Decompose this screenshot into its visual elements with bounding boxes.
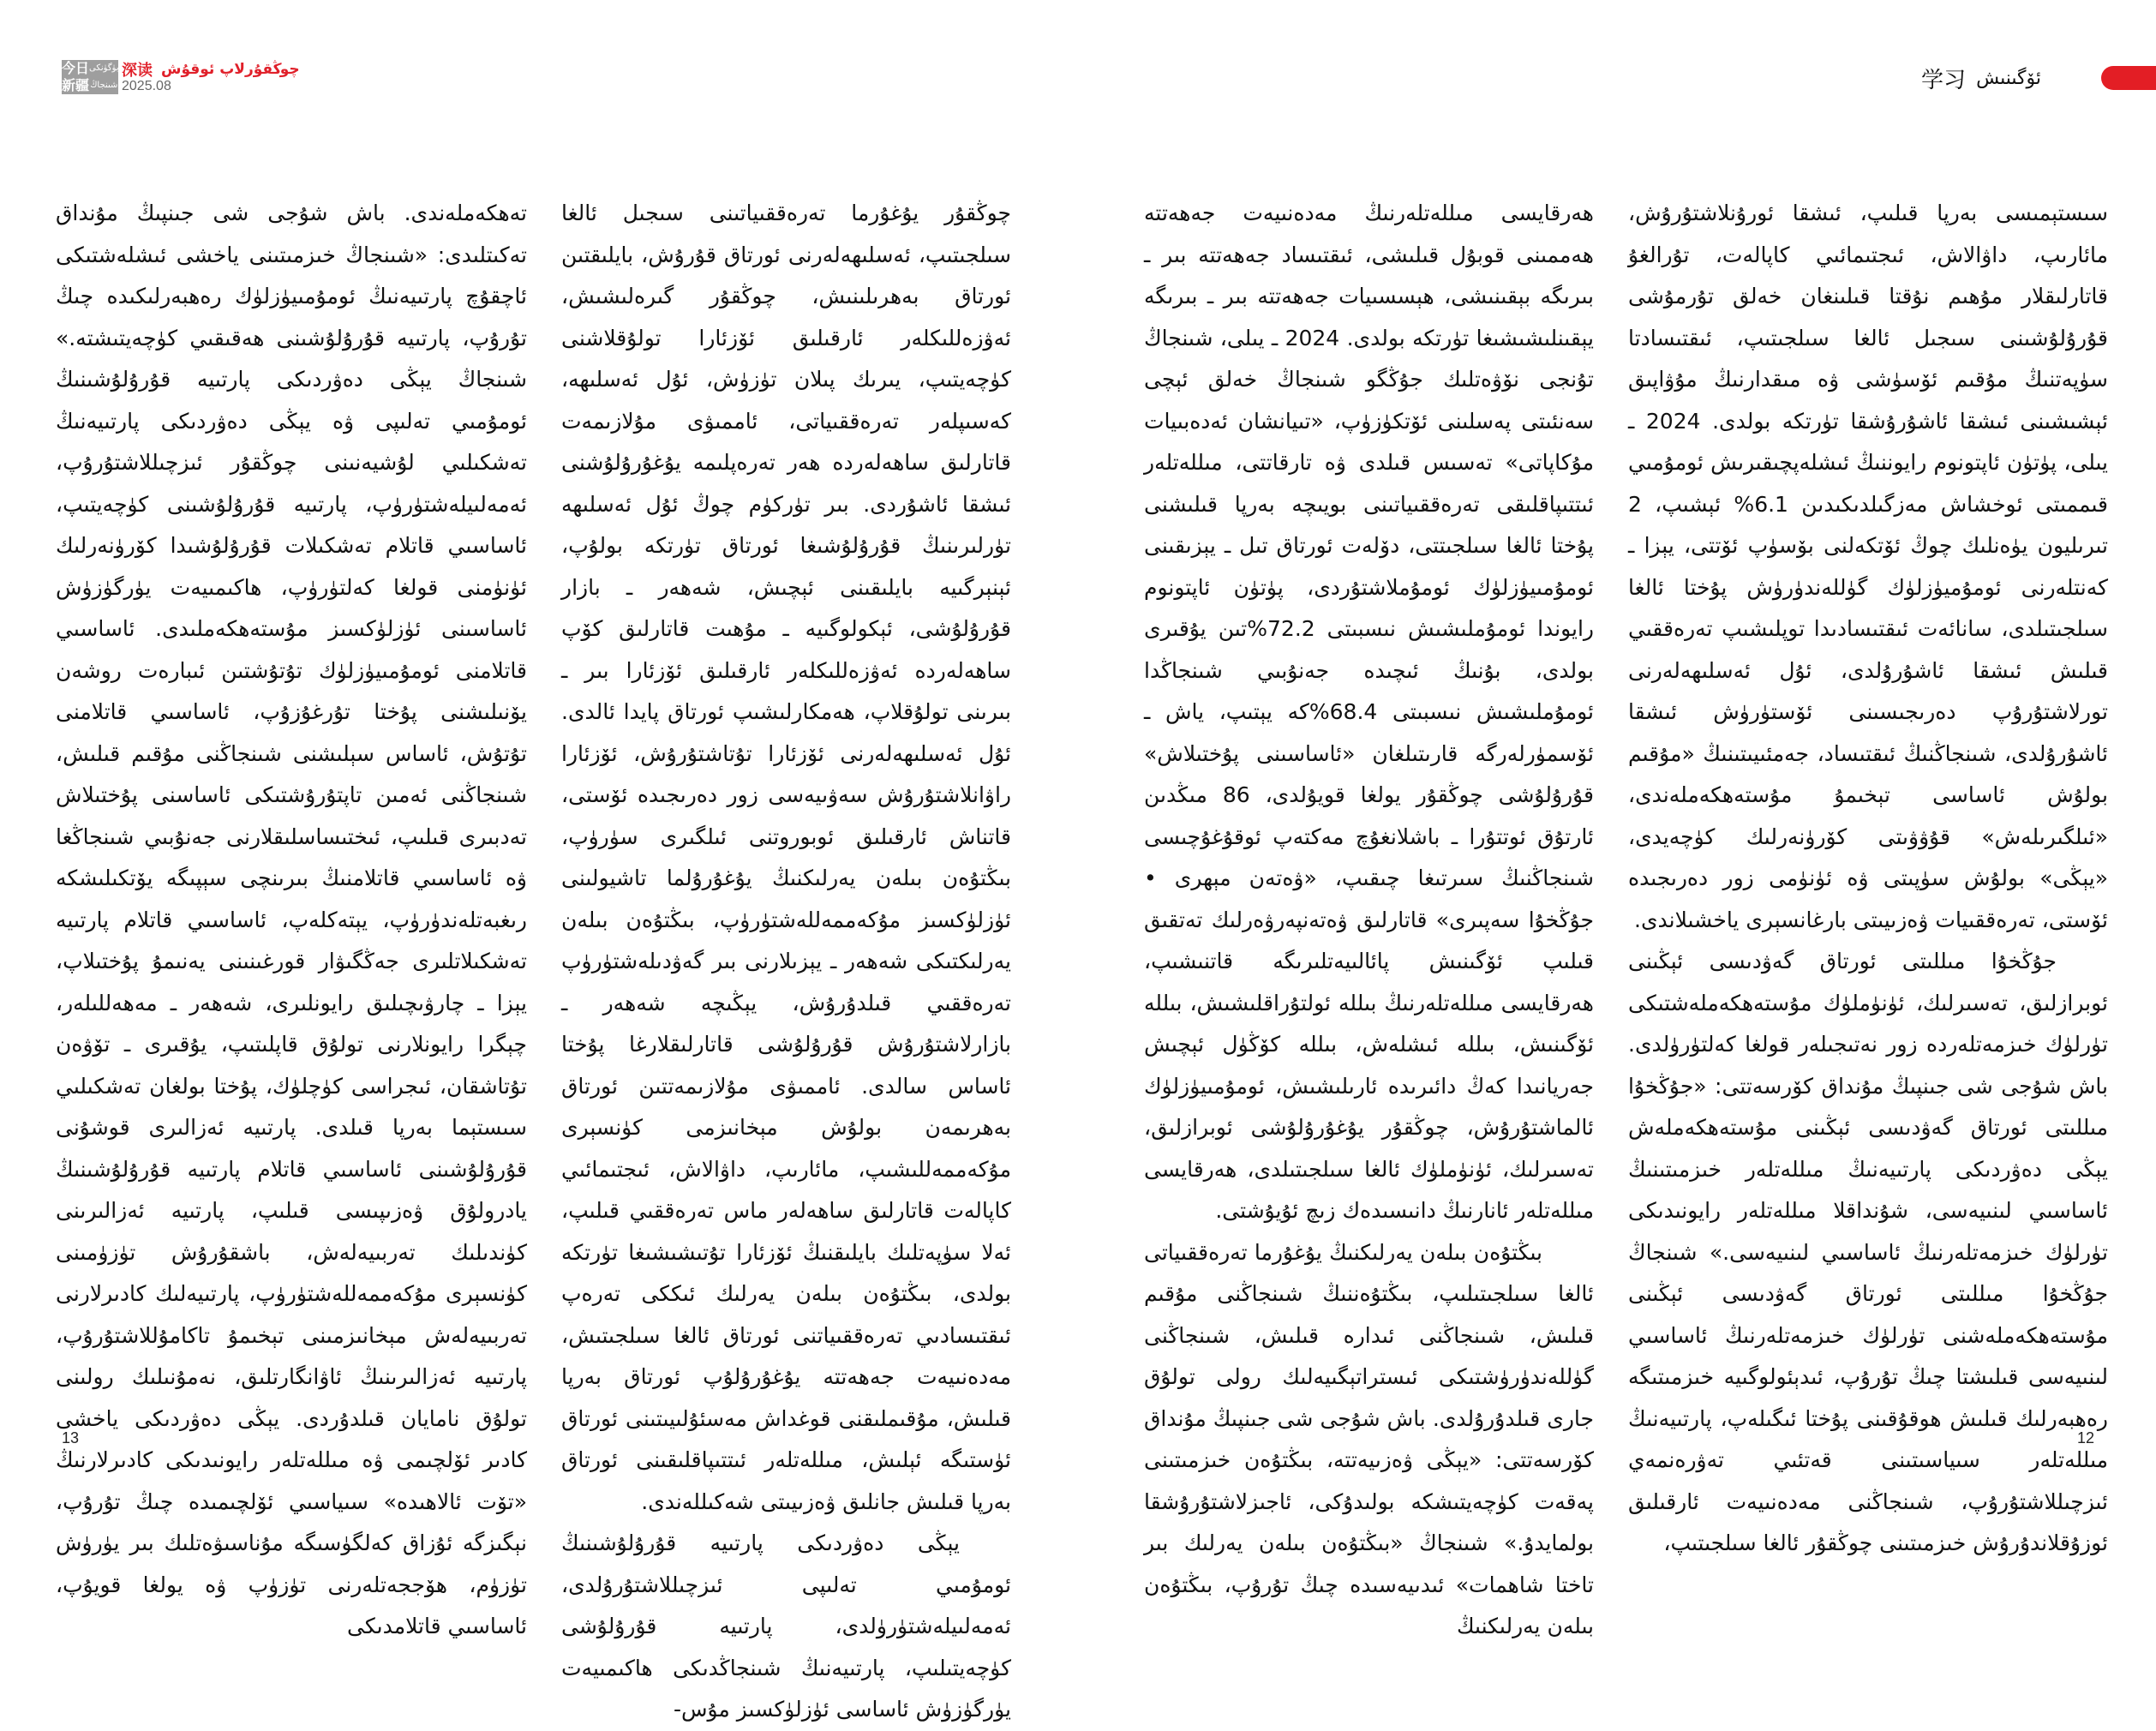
paragraph: جۇڭخۇا مىللىتى ئورتاق گەۋدىسى ئېڭىنى ئوبرازلىق، تەسىرلىك، ئۈنۈملۈك مۇستەھكەملەشتىكى تۈرلۈك خىزمەتلەردە زور نەتىجىلەر قولغا كەلتۈرۈلدى. باش شۇجى شى جىنپىڭ مۇنداق كۆرسەتتى: «جۇڭخۇا مىللىتى ئورتاق گەۋدىسى ئېڭىنى مۇستەھكەملەش يېڭى دەۋردىكى پارتىيەنىڭ مىللەتلەر خىزمىتىنىڭ ئاساسىي لىنىيەسى، شۇنداقلا مىللەتلەر رايونىدىكى تۈرلۈك خىزمەتلەرنىڭ ئاساسىي لىنىيەسى.» شىنجاڭ جۇڭخۇا مىللىتى ئورتاق گەۋدىسى ئېڭىنى مۇستەھكەملەشنى تۈرلۈك خىزمەتلەرنىڭ ئاساسىي لىنىيەسى قىلىشتا چىڭ تۇرۇپ، ئىدېئولوگىيە خىزمىتىگە رەھبەرلىك قىلىش ھوقۇقىنى پۇختا ئىگىلەپ، پارتىيەنىڭ مىللەتلەر سىياسىتىنى قەتئىي تەۋرەنمەي ئىزچىللاشتۇرۇپ، شىنجاڭنى مەدەنىيەت ئارقىلىق ئوزۇقلاندۇرۇش خىزمىتىنى چوڭقۇر ئالغا سىلجىتىپ، bbox=[1628, 949, 2108, 1555]
column-title-ug: چوڭقۇرلاپ ئوقۇش bbox=[161, 61, 300, 78]
issue-date: 2025.08 bbox=[122, 79, 171, 93]
logo-cn-bottom: 新疆 bbox=[62, 77, 90, 93]
paragraph: يېڭى دەۋردىكى پارتىيە قۇرۇلۇشىنىڭ ئومۇمىي تەلىپى ئىزچىللاشتۇرۇلدى، ئەمەلىيلەشتۈرۈلدى، پارتىيە قۇرۇلۇشى كۈچەيتىلىپ، پارتىيەنىڭ شىنجاڭدىكى ھاكىمىيەت يۈرگۈزۈش ئاساسى ئۈزلۈكسىز مۇس- bbox=[561, 1530, 1011, 1722]
section-header bbox=[1921, 63, 2156, 93]
article-column-3 bbox=[561, 193, 1011, 1722]
magazine-header bbox=[62, 60, 300, 94]
paragraph: سىستېمىسى بەرپا قىلىپ، ئىشقا ئورۇنلاشتۇرۇش، مائارىپ، داۋالاش، ئىجتىمائىي كاپالەت، تۇرالغۇ قاتارلىقلار مۇھىم نۇقتا قىلىنغان خەلق تۇرمۇشى قۇرۇلۇشىنى سىجىل ئالغا سىلجىتىپ، ئىقتىسادتا سۈپەتنىڭ مۇقىم ئۆسۈشى ۋە مىقدارنىڭ مۇۋاپىق ئېشىشىنى ئىشقا ئاشۇرۇشقا تۈرتكە بولدى. 2024 ـ يىلى، پۈتۈن ئاپتونوم رايوننىڭ ئىشلەپچىقىرىش ئومۇمىي قىممىتى ئوخشاش مەزگىلدىكىدىن 6.1% ئېشىپ، 2 تىرىليون يۈەنلىك چوڭ ئۆتكەلنى بۆسۈپ ئۆتتى، يېزا ـ كەنتلەرنى ئومۇميۈزلۈك گۈللەندۈرۈش پۇختا ئالغا سىلجىتىلدى، سانائەت ئىقتىسادىدا توپلىشىپ تەرەققىي قىلىش ئىشقا ئاشۇرۇلدى، ئۇل ئەسلىھەلەرنى تورلاشتۇرۇپ دەرىجىسىنى ئۆستۈرۈش ئىشقا ئاشۇرۇلدى، شىنجاڭنىڭ ئىقتىساد، جەمئىيىتىنىڭ «مۇقىم بولۇش ئاساسى تېخىمۇ مۇستەھكەملەندى، «ئىلگىرىلەش» قۇۋۋىتى كۆرۈنەرلىك كۈچەيدى، «يېڭى» بولۇش سۈپىتى ۋە ئۈنۈمى زور دەرىجىدە ئۆستى، تەرەققىيات ۋەزىيىتى بارغانسېرى ياخشىلاندى. bbox=[1628, 201, 2108, 932]
logo-ug-bottom: شىنجاڭ bbox=[90, 81, 118, 90]
paragraph: تەھكەملەندى. باش شۇجى شى جىنپىڭ مۇنداق تەكىتلىدى: «شىنجاڭ خىزمىتىنى ياخشى ئىشلەشتىكى ئاچقۇچ پارتىيەنىڭ ئومۇمىيۈزلۈك رەھبەرلىكىدە چىڭ تۇرۇپ، پارتىيە قۇرۇلۇشىنى ھەقىقىي كۈچەيتىشتە.» شىنجاڭ يېڭى دەۋردىكى پارتىيە قۇرۇلۇشىنىڭ ئومۇمىي تەلىپى ۋە يېڭى دەۋردىكى پارتىيەنىڭ تەشكىلىي لۇشيەنىنى چوڭقۇر ئىزچىللاشتۇرۇپ، ئەمەلىيلەشتۈرۈپ، پارتىيە قۇرۇلۇشىنى كۈچەيتىپ، ئاساسىي قاتلام تەشكىلات قۇرۇلۇشىدا كۆرۈنەرلىك ئۈنۈمنى قولغا كەلتۈرۈپ، ھاكىمىيەت يۈرگۈزۈش ئاساسىنى ئۈزلۈكسىز مۇستەھكەملىدى. ئاساسىي قاتلامنى ئومۇمىيۈزلۈك تۇتۇشتىن ئىبارەت روشەن يۆنىلىشنى پۇختا تۇرغۇزۇپ، ئاساسىي قاتلامنى تۇتۇش، ئاساس سېلىشنى شىنجاڭنى مۇقىم قىلىش، شىنجاڭنى ئەمىن تاپتۇرۇشتىكى ئاساسنى پۇختىلاش تەدبىرى قىلىپ، ئىختىساسلىقلارنى جەنۇبىي شىنجاڭغا ۋە ئاساسىي قاتلامنىڭ بىرىنچى سېپىگە يۆتكىلىشكە رىغبەتلەندۈرۈپ، يېتەكلەپ، ئاساسىي قاتلام پارتىيە تەشكىلاتلىرى جەڭگىۋار قورغىنىنى يەنىمۇ پۇختىلاپ، يېزا ـ چارۋىچىلىق رايونلىرى، شەھەر ـ مەھەللىلەر، چېگرا رايونلارنى تولۇق قاپلىتىپ، يۇقىرى ـ تۆۋەن تۇتاشقان، ئىجراسى كۈچلۈك، پۇختا بولغان تەشكىلىي سىستېما بەرپا قىلدى. پارتىيە ئەزالىرى قوشۇنى قۇرۇلۇشىنى ئاساسىي قاتلام پارتىيە قۇرۇلۇشىنىڭ يادرولۇق ۋەزىپىسى قىلىپ، پارتىيە ئەزالىرىنى كۈندىلىك تەربىيەلەش، باشقۇرۇش تۈزۈمىنى كۈنسېرى مۇكەممەللەشتۈرۈپ، پارتىيەلىك كادىرلارنى تەربىيەلەش مېخانىزمىنى تېخىمۇ تاكامۇللاشتۇرۇپ، پارتىيە ئەزالىرىنىڭ ئاۋانگارتلىق، نەمۇنىلىك رولىنى تولۇق نامايان قىلدۇردى. يېڭى دەۋردىكى ياخشى كادىر ئۆلچىمى ۋە مىللەتلەر رايونىدىكى كادىرلارنىڭ «تۆت ئالاھىدە» سىياسىي ئۆلچىمىدە چىڭ تۇرۇپ، نېگىزگە ئۇزاق كەلگۈسىگە مۇناسىۋەتلىك بىر يۈرۈش تۈزۈم، ھۆججەتلەرنى تۈزۈپ ۋە يولغا قويۇپ، ئاساسىي قاتلامدىكى bbox=[56, 201, 527, 1638]
section-title-ug: ئۆگىنىش bbox=[1976, 67, 2041, 89]
article-column-2 bbox=[1144, 193, 1594, 1638]
paragraph: بىڭتۇەن بىلەن يەرلىكنىڭ يۇغۇرما تەرەققىياتى ئالغا سىلجىتىلىپ، بىڭتۇەننىڭ شىنجاڭنى مۇقىم قىلىش، شىنجاڭنى ئىدارە قىلىش، شىنجاڭنى گۈللەندۈرۈشتىكى ئىستراتېگىيەلىك رولى تولۇق جارى قىلدۇرۇلدى. باش شۇجى شى جىنپىڭ مۇنداق كۆرسەتتى: «يېڭى ۋەزىيەتتە، بىڭتۇەن خىزمىتىنى پەقەت كۈچەيتىشكە بولىدۇكى، ئاجىزلاشتۇرۇشقا بولمايدۇ.» شىنجاڭ «بىڭتۇەن بىلەن يەرلىك بىر تاختا شاھمات» ئىدىيەسىدە چىڭ تۇرۇپ، بىڭتۇەن بىلەن يەرلىكنىڭ bbox=[1144, 1239, 1594, 1638]
logo-cn-top: 今日 bbox=[62, 60, 90, 76]
paragraph: چوڭقۇر يۇغۇرما تەرەققىياتىنى سىجىل ئالغا سىلجىتىپ، ئەسلىھەلەرنى ئورتاق قۇرۇش، بايلىقتىن ئورتاق بەھرىلىنىش، چوڭقۇر گىرەلىشىش، ئەۋزەللىكلەر ئارقىلىق ئۆزئارا تولۇقلاشنى كۈچەيتىپ، يىرىك پىلان تۈزۈش، ئۇل ئەسلىھە، كەسىپلەر تەرەققىياتى، ئاممىۋى مۇلازىمەت قاتارلىق ساھەلەردە ھەر تەرەپلىمە يۇغۇرۇلۇشنى ئىشقا ئاشۇردى. بىر تۈركۈم چوڭ ئۇل ئەسلىھە تۈرلىرىنىڭ قۇرۇلۇشىغا ئورتاق تۈرتكە بولۇپ، ئېنېرگىيە بايلىقىنى ئېچىش، شەھەر ـ بازار قۇرۇلۇشى، ئېكولوگىيە ـ مۇھىت قاتارلىق كۆپ ساھەلەردە ئەۋزەللىكلەر ئارقىلىق ئۆزئارا بىر ـ بىرىنى تولۇقلاپ، ھەمكارلىشىپ ئورتاق پايدا ئالدى. ئۇل ئەسلىھەلەرنى ئۆزئارا تۇتاشتۇرۇش، ئۆزئارا راۋانلاشتۇرۇش سەۋىيەسى زور دەرىجىدە ئۆستى، قاتناش ئارقىلىق ئوبوروتنى ئىلگىرى سۈرۈپ، بىڭتۇەن بىلەن يەرلىكنىڭ يۇغۇرۇلما تاشيولىنى ئۈزلۈكسىز مۇكەممەللەشتۈرۈپ، بىڭتۇەن بىلەن يەرلىكتىكى شەھەر ـ يېزىلارنى بىر گەۋدىلەشتۈرۈپ تەرەققىي قىلدۇرۇش، يېڭىچە شەھەر ـ بازارلاشتۇرۇش قۇرۇلۇشى قاتارلىقلارغا پۇختا ئاساس سالدى. ئاممىۋى مۇلازىمەتتىن ئورتاق بەھرىمەن بولۇش مېخانىزمى كۈنسېرى مۇكەممەللىشىپ، مائارىپ، داۋالاش، ئىجتىمائىي كاپالەت قاتارلىق ساھەلەر ماس تەرەققىي قىلىپ، ئەلا سۈپەتلىك بايلىقنىڭ ئۆزئارا تۇتىشىشىغا تۈرتكە بولدى، بىڭتۇەن بىلەن يەرلىك ئىككى تەرەپ ئىقتىسادىي تەرەققىياتنى ئورتاق ئالغا سىلجىتىش، مەدەنىيەت جەھەتتە يۇغۇرۇلۇپ ئورتاق بەرپا قىلىش، مۇقىملىقنى قوغداش مەسئۇلىيىتىنى ئورتاق ئۈستىگە ئېلىش، مىللەتلەر ئىتتىپاقلىقىنى ئورتاق بەرپا قىلىش جانلىق ۋەزىيىتى شەكىللەندى. bbox=[561, 201, 1011, 1514]
brand-block bbox=[122, 60, 300, 94]
column-title-cn: 深读 bbox=[122, 62, 153, 80]
page-number-left: 13 bbox=[62, 1429, 80, 1446]
logo-ug-top: بۈگۈنكى bbox=[89, 63, 119, 73]
section-tab-marker bbox=[2101, 66, 2156, 90]
magazine-logo bbox=[62, 60, 118, 94]
page-number-right: 12 bbox=[2077, 1429, 2095, 1446]
brand-row bbox=[122, 60, 300, 79]
paragraph: ھەرقايسى مىللەتلەرنىڭ مەدەنىيەت جەھەتتە ھەممىنى قوبۇل قىلىشى، ئىقتىساد جەھەتتە بىر ـ بىرىگە بېقىنىشى، ھېسسىيات جەھەتتە بىر ـ بىرىگە يېقىنلىشىشىغا تۈرتكە بولدى. 2024 ـ يىلى، شىنجاڭ تۇنجى نۆۋەتلىك جۇڭگو شىنجاڭ خەلق ئېچى سەنئىتى پەسلىنى ئۆتكۈزۈپ، «تىيانشان ئەدەبىيات مۇكاپاتى» تەسىس قىلدى ۋە تارقاتتى، مىللەتلەر ئىتتىپاقلىقى تەرەققىياتىنى بويىچە بەرپا قىلىشنى پۇختا ئالغا سىلجىتتى، دۆلەت ئورتاق تىل ـ يېزىقىنى ئومۇمىيۈزلۈك ئومۇملاشتۇردى، پۈتۈن ئاپتونوم رايوندا ئومۇملىشىش نىسبىتى 72.2%تىن يۇقىرى بولدى، بۇنىڭ ئىچىدە جەنۇبىي شىنجاڭدا ئومۇملىشىش نىسبىتى 68.4%كە يېتىپ، ياش ـ ئۆسمۈرلەرگە قارىتىلغان «ئاساسىنى پۇختىلاش» قۇرۇلۇشى چوڭقۇر يولغا قويۇلدى، 86 مىڭدىن ئارتۇق ئوتتۇرا ـ باشلانغۇچ مەكتەپ ئوقۇغۇچىسى شىنجاڭنىڭ سىرتىغا چىقىپ، «ۋەتەن مېھرى • جۇڭخۇا سەپىرى» قاتارلىق ۋەتەنپەرۋەرلىك تەتقىق قىلىپ ئۆگىنىش پائالىيەتلىرىگە قاتنىشىپ، ھەرقايسى مىللەتلەرنىڭ بىللە ئولتۇراقلىشىش، بىللە ئۆگىنىش، بىللە ئىشلەش، بىللە كۆڭۈل ئېچىش جەريانىدا كەڭ دائىرىدە ئارىلىشىش، ئومۇمىيۈزلۈك ئالماشتۇرۇش، چوڭقۇر يۇغۇرۇلۇشى ئوبرازلىق، تەسىرلىك، ئۈنۈملۈك ئالغا سىلجىتىلدى، ھەرقايسى مىللەتلەر ئانارنىڭ دانىسىدەك زىچ ئۇيۇشتى. bbox=[1144, 201, 1594, 1223]
section-title-cn: 学习 bbox=[1921, 67, 1967, 93]
